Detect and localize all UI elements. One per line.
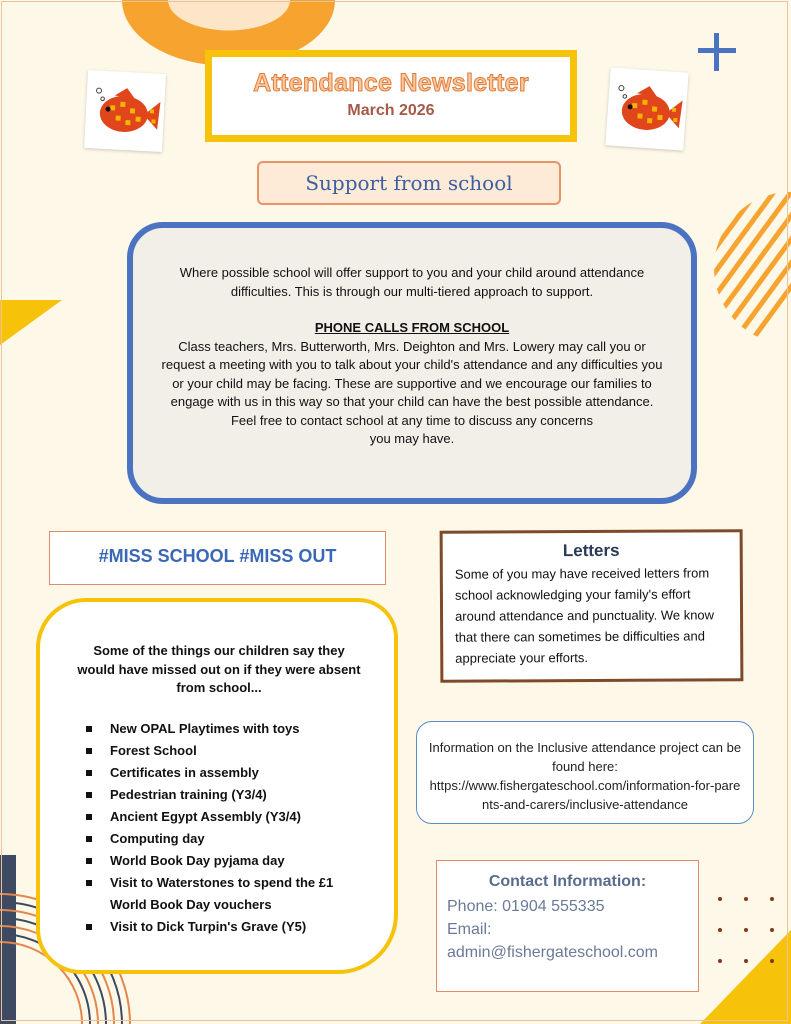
contact-box [436,860,699,992]
contact-title: Contact Information: [488,873,647,890]
contact-email-label: Email: [447,921,492,938]
support-intro: Where possible school will offer support to you and your child around attendance difficulties. This is through our multi-tiered approach to support. [179,265,645,299]
info-link[interactable]: https://www.fishergateschool.com/information-for-parents-and-carers/inclusive-attendance [429,778,741,812]
list-item: World Book Day pyjama day [74,850,364,872]
list-item: Visit to Dick Turpin's Grave (Y5) [74,916,364,938]
miss-school-banner: #MISS SCHOOL #MISS OUT [49,531,386,585]
missed-things-panel [36,598,398,974]
contact-phone: Phone: 01904 555335 [447,898,605,915]
title-box [205,50,577,142]
missed-things-intro: Some of the things our children say they would have missed out on if they were absent from school... [77,643,361,695]
phone-calls-heading: PHONE CALLS FROM SCHOOL [314,320,510,335]
inclusive-attendance-info [416,721,754,824]
newsletter-date: March 2026 [347,102,435,119]
list-item: Forest School [74,740,364,762]
list-item: New OPAL Playtimes with toys [74,718,364,740]
letters-text: Some of you may have received letters from school acknowledging your family's effort around attendance and punctuality. We know that there can sometimes be difficulties and appreciate your efforts. [454,565,715,666]
letters-title: Letters [562,540,620,561]
list-item: Visit to Waterstones to spend the £1 World Book Day vouchers [74,872,364,916]
phone-calls-text: Class teachers, Mrs. Butterworth, Mrs. Deighton and Mrs. Lowery may call you or request a meeting with you to talk about your child's attendance and any difficulties you or your child may be facing. These are supportive and we encourage our families to engage with us in this way so that your child can have the best possible attendance. [161,338,663,409]
fish-image-left [84,70,166,152]
support-panel [127,222,697,504]
list-item: Computing day [74,828,364,850]
contact-email[interactable]: admin@fishergateschool.com [447,944,659,961]
fish-image-right [605,67,688,150]
missed-things-list [74,718,364,938]
info-text: Information on the Inclusive attendance project can be found here: [428,740,742,774]
list-item: Ancient Egypt Assembly (Y3/4) [74,806,364,828]
letters-box [440,529,744,683]
newsletter-title: Attendance Newsletter [253,69,529,97]
contact-school-text: Feel free to contact school at any time to discuss any concerns you may have. [230,412,593,446]
support-heading: Support from school [257,161,561,205]
list-item: Pedestrian training (Y3/4) [74,784,364,806]
list-item: Certificates in assembly [74,762,364,784]
